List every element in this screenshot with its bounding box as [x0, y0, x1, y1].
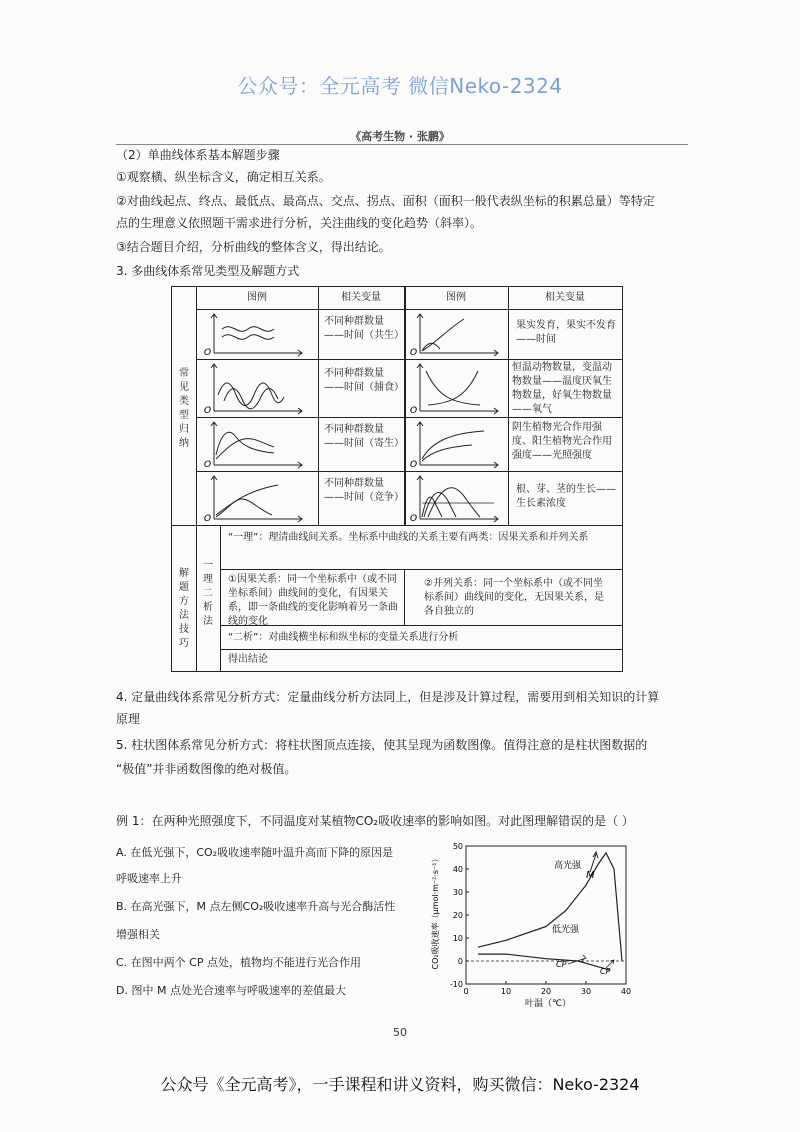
row1-right-variables: 果实发育，果实不发育——时间 — [516, 320, 616, 345]
option-c: C. 在图中两个 CP 点处，植物均不能进行光合作用 — [116, 956, 361, 969]
section2-heading: （2）单曲线体系基本解题步骤 — [116, 148, 280, 162]
row2-left-variables: 不同种群数量——时间（捕食） — [324, 368, 404, 393]
axis-origin-label: O — [410, 348, 418, 357]
axis-origin-label: O — [410, 406, 418, 415]
label-cp-high: CP — [600, 967, 611, 976]
chart-ylabel: CO₂吸收速率（μmol·m⁻²·s⁻¹） — [431, 854, 440, 970]
row-group-common-types: 常见类型归纳 — [179, 368, 189, 449]
series-line-low-light — [478, 954, 610, 970]
y-tick-label: 40 — [452, 865, 463, 874]
y-tick-label: 10 — [452, 934, 463, 943]
axis-origin-label: O — [410, 460, 418, 469]
book-title: 《高考生物 · 张鹏》 — [350, 130, 450, 143]
series-line-high-light — [478, 853, 622, 961]
co2-absorption-chart — [428, 834, 648, 1010]
step-2-line1: ②对曲线起点、终点、最低点、最高点、交点、拐点、面积（面积一般代表纵坐标的积累总量）等特定 — [116, 194, 655, 208]
curve-types-table — [171, 286, 623, 672]
chart-xlabel: 叶温（℃） — [524, 999, 572, 1009]
x-tick-label: 0 — [463, 987, 469, 996]
axis-origin-label: O — [204, 460, 212, 469]
axis-origin-label: O — [204, 514, 212, 523]
graph-predation — [202, 361, 314, 415]
option-b-line2: 增强相关 — [116, 928, 160, 941]
axis-origin-label: O — [410, 514, 418, 523]
footer-banner: 公众号《全元高考》，一手课程和讲义资料，购买微信：Neko-2324 — [160, 1075, 640, 1094]
option-a-line2: 呼吸速率上升 — [116, 872, 182, 885]
graph-auxin-concentration — [408, 473, 506, 523]
option-a-line1: A. 在低光强下，CO₂吸收速率随叶温升高而下降的原因是 — [116, 846, 394, 859]
col-header-vars-left: 相关变量 — [341, 292, 381, 303]
row4-left-variables: 不同种群数量——时间（竞争） — [324, 478, 404, 503]
watermark-header: 公众号：全元高考 微信Neko-2324 — [237, 74, 563, 98]
section4-line1: 4. 定量曲线体系常见分析方式：定量曲线分析方法同上，但是涉及计算过程，需要用到相关知识的计算 — [116, 690, 660, 704]
row3-right-variables: 阴生植物光合作用强度、阳生植物光合作用强度——光照强度 — [512, 422, 612, 461]
graph-temperature-oxygen — [408, 361, 506, 415]
col-header-legend-left: 图例 — [247, 292, 267, 303]
row2-right-variables: 恒温动物数量，变温动物数量——温度厌氧生物数量，好氧生物数量——氧气 — [512, 362, 612, 415]
col-header-vars-right: 相关变量 — [545, 292, 585, 303]
row4-right-variables: 根、芽、茎的生长——生长素浓度 — [516, 484, 616, 509]
x-tick-label: 30 — [580, 987, 592, 996]
x-tick-label: 40 — [620, 987, 632, 996]
label-peak-m: M — [586, 870, 595, 881]
parallel-relation-text: ②并列关系：同一个坐标系中（或不同坐标系间）曲线间的变化，无因果关系，是各自独立的 — [424, 578, 604, 617]
label-low-light: 低光强 — [552, 925, 580, 935]
x-tick-label: 20 — [540, 987, 552, 996]
graph-parasitism — [202, 419, 314, 469]
row1-left-variables: 不同种群数量——时间（共生） — [324, 316, 404, 341]
chart-frame — [466, 846, 626, 984]
y-tick-label: 0 — [457, 957, 463, 966]
axis-origin-label: O — [204, 348, 212, 357]
label-high-light: 高光强 — [554, 861, 582, 871]
graph-mutualism — [202, 311, 314, 357]
method-name: 一理二析法 — [203, 560, 213, 627]
y-tick-label: 50 — [452, 842, 463, 851]
col-header-legend-right: 图例 — [446, 292, 466, 303]
y-tick-label: 20 — [452, 911, 463, 920]
graph-sun-shade-plants — [408, 419, 506, 469]
erxi-text: “二析”：对曲线横坐标和纵坐标的变量关系进行分析 — [228, 632, 459, 643]
section5-line2: “极值”并非函数图像的绝对极值。 — [116, 762, 297, 776]
label-cp-low: CP — [556, 960, 567, 969]
conclusion-text: 得出结论 — [228, 654, 268, 665]
step-1: ①观察横、纵坐标含义，确定相互关系。 — [116, 170, 331, 184]
step-3: ③结合题目介绍，分析曲线的整体含义，得出结论。 — [116, 240, 391, 254]
y-tick-label: -10 — [449, 980, 463, 989]
causal-relation-text: ①因果关系：同一个坐标系中（或不同坐标系间）曲线间的变化，有因果关系，即一条曲线的变化影响着另一条曲线的变化 — [228, 574, 398, 627]
option-b-line1: B. 在高光强下，M 点左侧CO₂吸收速率升高与光合酶活性 — [116, 900, 396, 913]
yili-text: “一理”：理清曲线间关系。坐标系中曲线的关系主要有两类：因果关系和并列关系 — [228, 532, 589, 543]
header-rule — [116, 144, 688, 145]
row3-left-variables: 不同种群数量——时间（寄生） — [324, 424, 404, 449]
x-tick-label: 10 — [500, 987, 512, 996]
option-d: D. 图中 M 点处光合速率与呼吸速率的差值最大 — [116, 984, 346, 997]
section5-line1: 5. 柱状图体系常见分析方式：将柱状图顶点连接，使其呈现为函数图像。值得注意的是柱状图数据的 — [116, 738, 648, 752]
row-group-methods: 解题方法技巧 — [179, 568, 189, 649]
section3-heading: 3. 多曲线体系常见类型及解题方式 — [116, 264, 300, 278]
peak-arrow — [590, 852, 598, 872]
page-number: 50 — [393, 1026, 407, 1039]
graph-fruit-development — [408, 311, 506, 357]
graph-competition — [202, 473, 314, 523]
step-2-line2: 点的生理意义依照题干需求进行分析，关注曲线的变化趋势（斜率）。 — [116, 216, 483, 230]
section4-line2: 原理 — [116, 712, 141, 726]
y-tick-label: 30 — [452, 888, 463, 897]
axis-origin-label: O — [204, 406, 212, 415]
example-stem: 例 1：在两种光照强度下，不同温度对某植物CO₂吸收速率的影响如图。对此图理解错误的是（ ） — [116, 814, 634, 828]
